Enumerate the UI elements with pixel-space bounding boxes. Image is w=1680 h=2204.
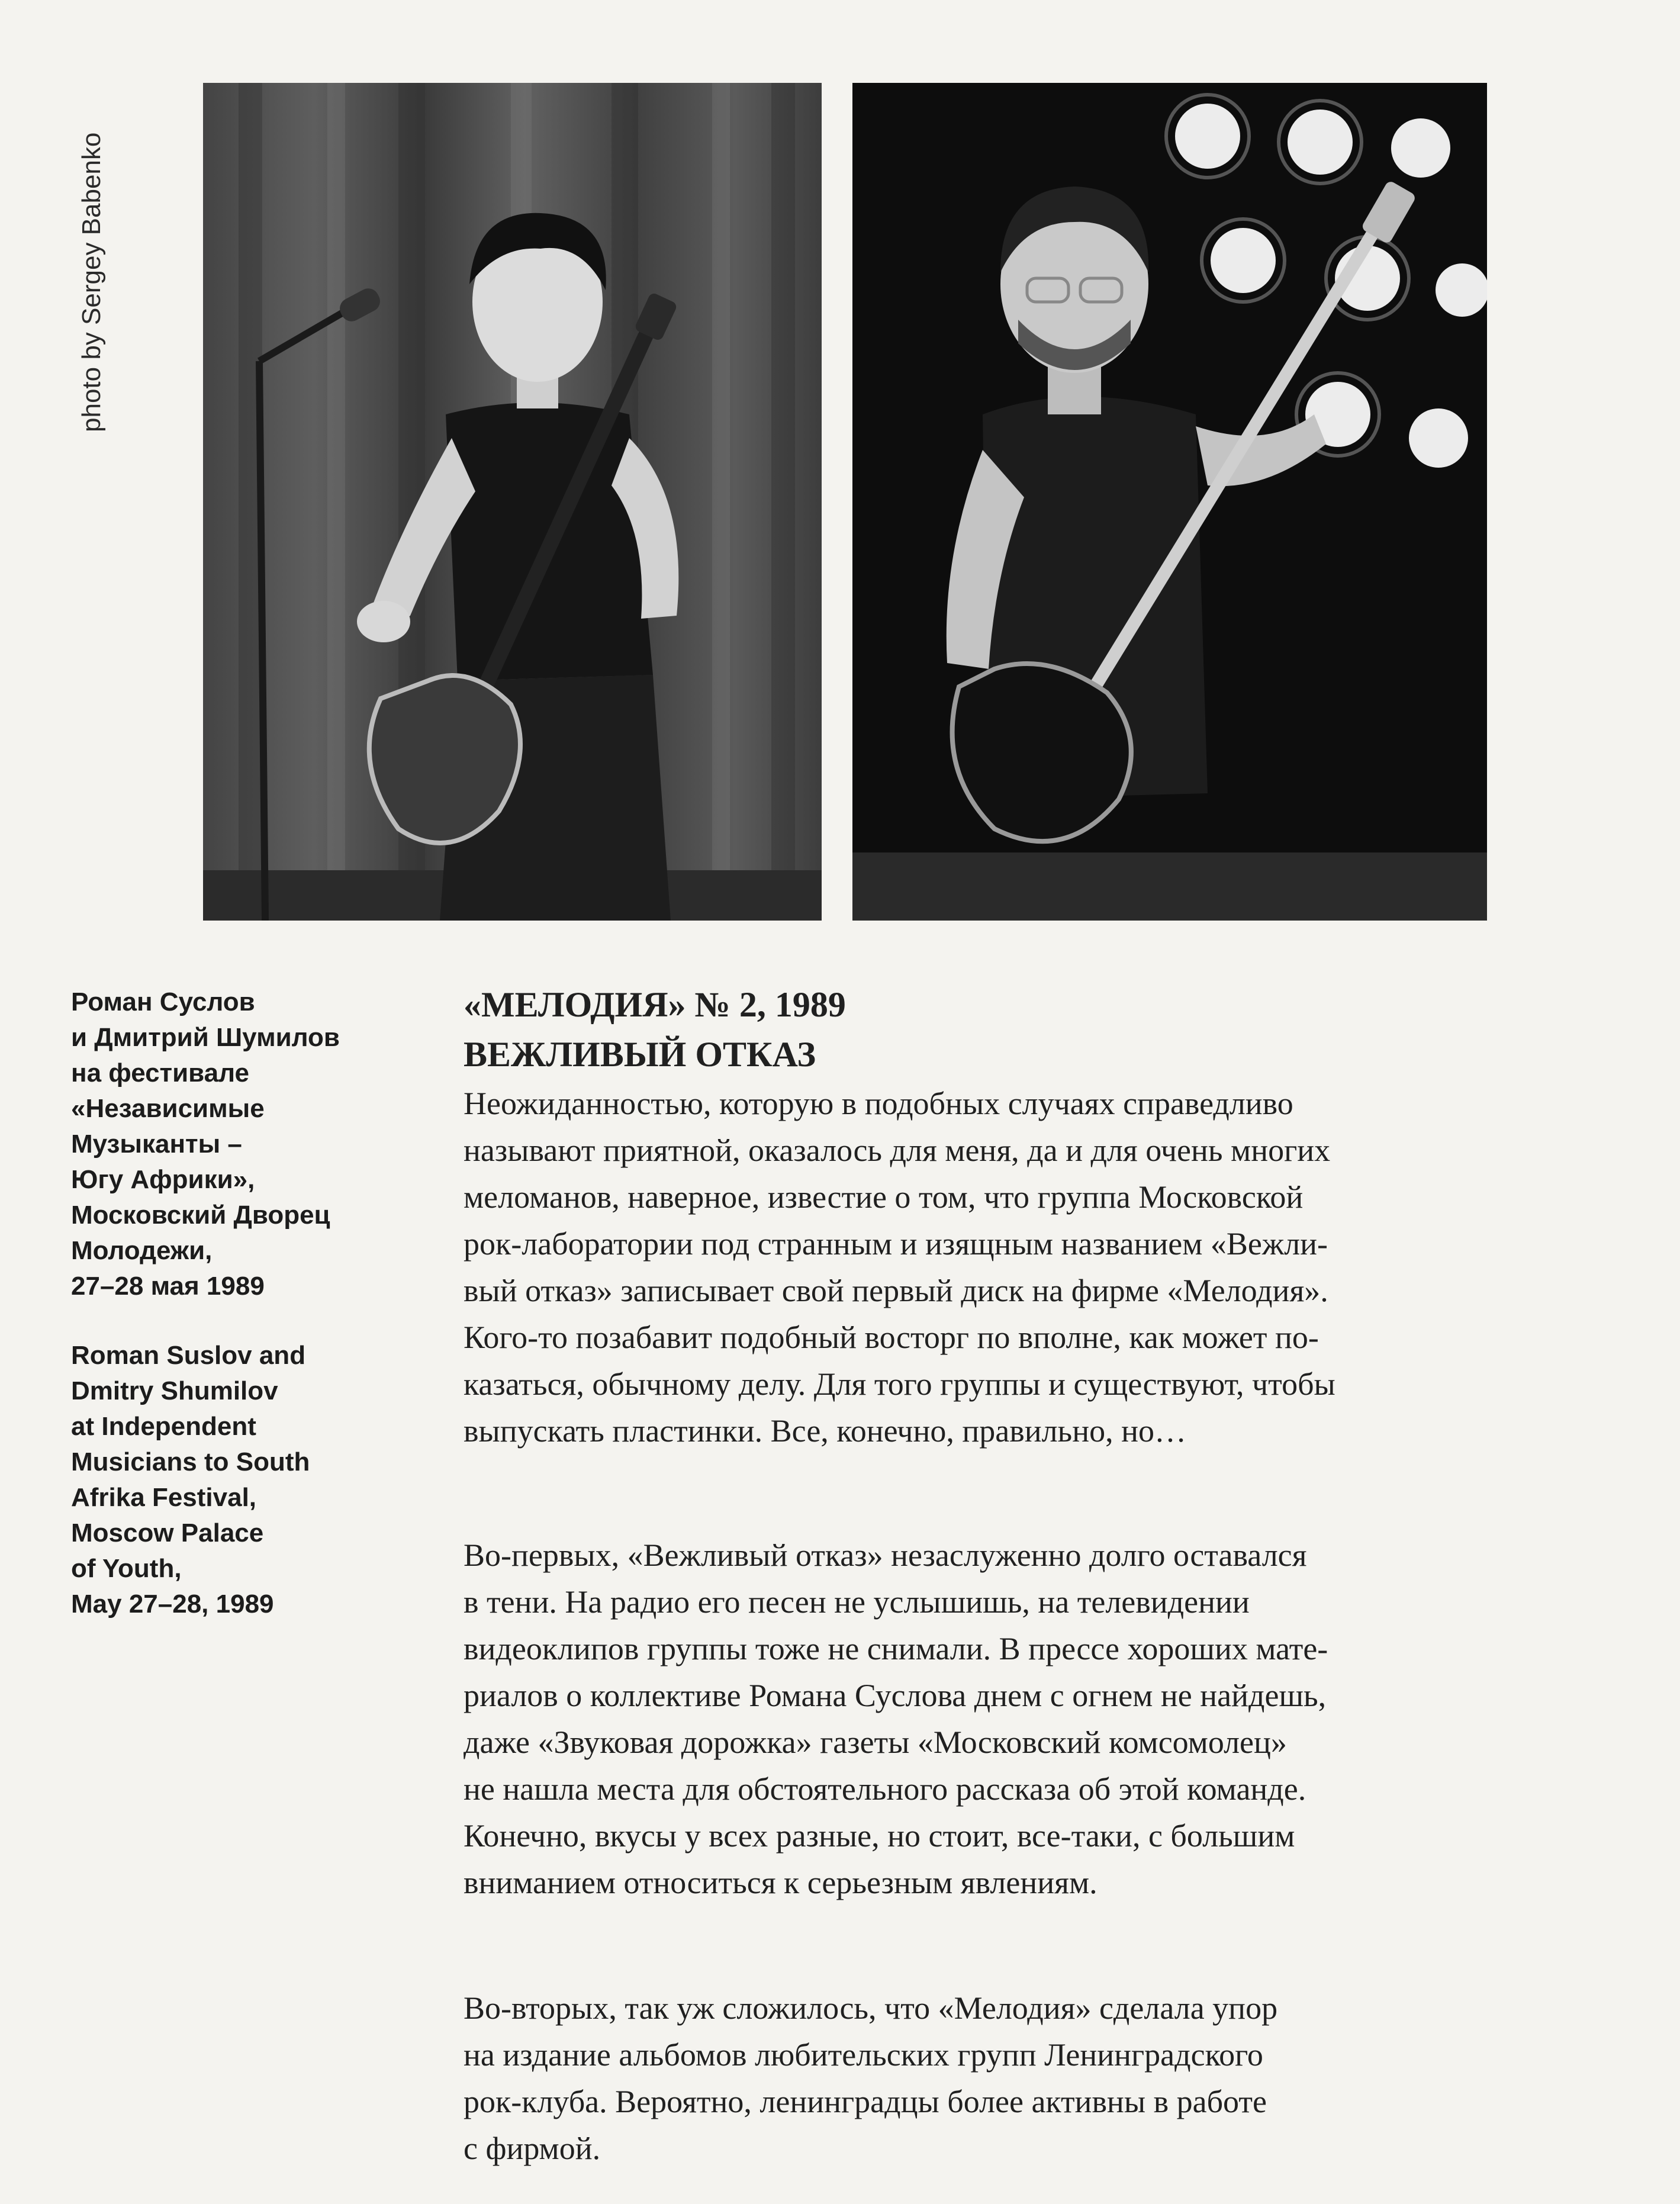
- article-paragraph-3: [464, 1985, 1588, 2172]
- paragraph-line: рок-клуба. Вероятно, ленинградцы более активны в работе: [464, 2084, 1267, 2119]
- paragraph-line: Во-вторых, так уж сложилось, что «Мелодия» сделала упор: [464, 1990, 1278, 2026]
- paragraph-line: вниманием относиться к серьезным явлениям.: [464, 1865, 1098, 1900]
- photo-dmitry-shumilov: [852, 83, 1487, 921]
- paragraph-line: казаться, обычному делу. Для того группы и существуют, чтобы: [464, 1366, 1335, 1402]
- paragraph-line: рок-лаборатории под странным и изящным названием «Вежли-: [464, 1226, 1328, 1262]
- caption-ru-line: на фестивале: [71, 1058, 249, 1087]
- paragraph-line: видеоклипов группы тоже не снимали. В прессе хороших мате-: [464, 1631, 1328, 1666]
- photo-credit-text: photo by Sergey Babenko: [77, 132, 106, 432]
- caption-ru-line: Молодежи,: [71, 1236, 213, 1265]
- caption-en-line: Roman Suslov and: [71, 1341, 306, 1370]
- caption-en-line: Afrika Festival,: [71, 1483, 257, 1512]
- headline-source: «МЕЛОДИЯ» № 2, 1989: [464, 985, 846, 1024]
- caption-en-line: of Youth,: [71, 1554, 182, 1583]
- paragraph-line: риалов о коллективе Романа Суслова днем с огнем не найдешь,: [464, 1678, 1327, 1713]
- caption-ru-line: 27–28 мая 1989: [71, 1272, 265, 1301]
- paragraph-line: называют приятной, оказалось для меня, да и для очень многих: [464, 1132, 1331, 1168]
- paragraph-line: выпускать пластинки. Все, конечно, правильно, но…: [464, 1413, 1186, 1449]
- caption-en-line: Dmitry Shumilov: [71, 1376, 278, 1405]
- headline-title: ВЕЖЛИВЫЙ ОТКАЗ: [464, 1035, 816, 1074]
- article-paragraph-1: [464, 1080, 1588, 1455]
- photo-dmitry-shumilov-illustration: [852, 83, 1487, 921]
- caption-en-line: Moscow Palace: [71, 1518, 264, 1547]
- paragraph-line: меломанов, наверное, известие о том, что группа Московской: [464, 1179, 1304, 1215]
- paragraph-line: Неожиданностью, которую в подобных случаях справедливо: [464, 1086, 1293, 1121]
- paragraph-line: вый отказ» записывает свой первый диск на фирме «Мелодия».: [464, 1273, 1328, 1308]
- caption-ru-line: и Дмитрий Шумилов: [71, 1023, 340, 1052]
- photo-credit: [77, 41, 112, 432]
- caption-ru-line: Югу Африки»,: [71, 1165, 255, 1194]
- article-headline: [464, 980, 1588, 1079]
- paragraph-line: не нашла места для обстоятельного рассказа об этой команде.: [464, 1771, 1306, 1807]
- caption-en-line: at Independent: [71, 1412, 256, 1441]
- caption-ru-line: «Независимые: [71, 1094, 265, 1123]
- photo-caption-english: [71, 1338, 391, 1622]
- caption-en-line: May 27–28, 1989: [71, 1590, 274, 1619]
- paragraph-line: даже «Звуковая дорожка» газеты «Московский комсомолец»: [464, 1724, 1287, 1760]
- caption-ru-line: Московский Дворец: [71, 1201, 330, 1230]
- paragraph-line: с фирмой.: [464, 2131, 601, 2166]
- article-paragraph-2: [464, 1532, 1588, 1906]
- paragraph-line: Во-первых, «Вежливый отказ» незаслуженно долго оставался: [464, 1537, 1307, 1573]
- paragraph-line: Кого-то позабавит подобный восторг по вполне, как может по-: [464, 1320, 1319, 1355]
- photo-roman-suslov-illustration: [203, 83, 822, 921]
- caption-ru-line: Музыканты –: [71, 1130, 242, 1159]
- photo-roman-suslov: [203, 83, 822, 921]
- caption-en-line: Musicians to South: [71, 1447, 310, 1476]
- photo-caption-russian: [71, 984, 391, 1304]
- caption-ru-line: Роман Суслов: [71, 987, 255, 1016]
- paragraph-line: на издание альбомов любительских групп Ленинградского: [464, 2037, 1263, 2073]
- paragraph-line: Конечно, вкусы у всех разные, но стоит, все-таки, с большим: [464, 1818, 1295, 1854]
- paragraph-line: в тени. На радио его песен не услышишь, на телевидении: [464, 1584, 1250, 1620]
